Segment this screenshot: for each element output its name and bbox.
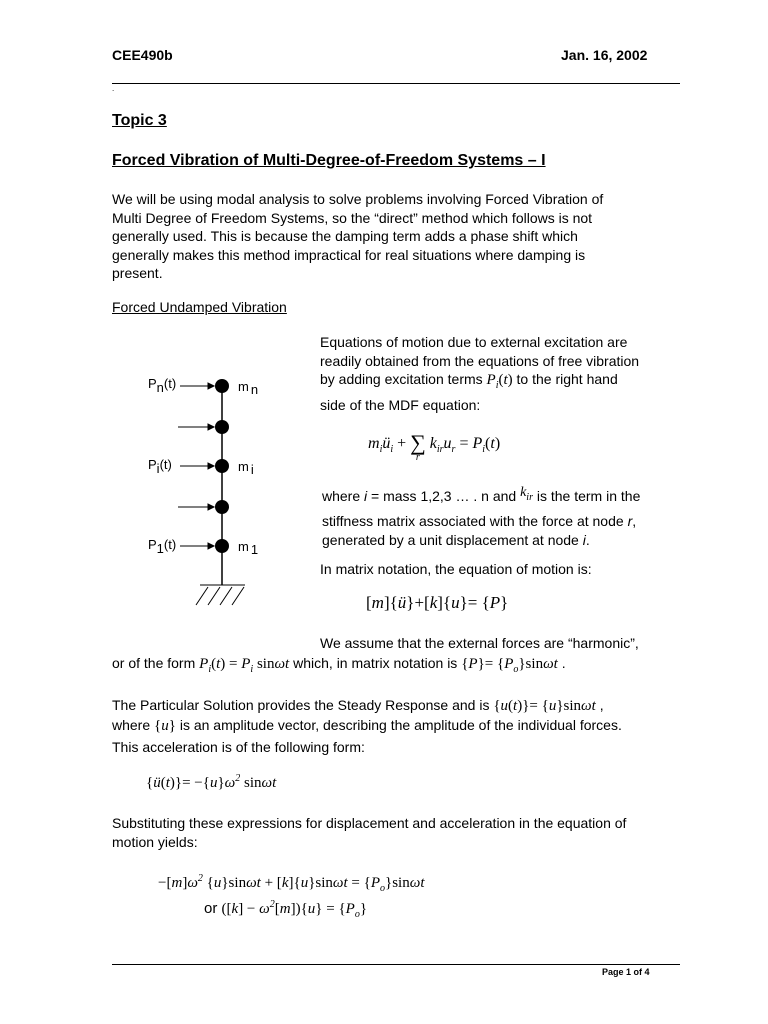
mass-node <box>215 539 229 553</box>
substituted-equation: $-[m]\omega^2$ $\{u\}\sin\omega t + [k]\{u\}\sin\omega t = \{P_o\}\sin\omega t$ <box>158 873 425 894</box>
particular-line-3: This acceleration is of the following form: <box>112 739 365 755</box>
topic-heading: Topic 3 <box>112 112 167 129</box>
where-line: where i = mass 1,2,3 … . n and $k_{ir}$ is the term in the <box>322 485 641 504</box>
page-number: Page 1 of 4 <box>602 967 650 977</box>
force-label-mid: Pi(t) <box>148 457 172 476</box>
header-rule <box>112 83 680 84</box>
course-code: CEE490b <box>112 47 173 63</box>
frequency-equation: $([k] - \omega^2[m])\{u\} = \{P_o\}$ <box>221 899 368 920</box>
harmonic-line-1: We assume that the external forces are “harmonic”, <box>320 635 639 651</box>
arrowhead-icon <box>208 383 214 389</box>
eom-line: Equations of motion due to external excitation are <box>320 334 628 350</box>
header-dot: . <box>112 84 115 93</box>
mass-node <box>215 420 229 434</box>
eom-line: by adding excitation terms $P_i(t)$ to the right hand <box>320 371 618 391</box>
intro-paragraph <box>112 190 682 283</box>
harmonic-line-2: or of the form $P_i(t) = P_i$ sinωt which, in matrix notation is $\{P\}= \{P_o\}\sin\omega t$ . <box>112 655 566 675</box>
particular-line-2: where {u} is an amplitude vector, describing the amplitude of the individual forces. <box>112 717 622 734</box>
ground-hatch <box>196 587 244 605</box>
equation-of-motion: $m_iü_i + \sum_rk_{ir}u_r = P_i(t)$ <box>368 430 501 464</box>
substituting-paragraph <box>112 814 692 851</box>
page-title: Forced Vibration of Multi-Degree-of-Freedom Systems – I <box>112 152 546 169</box>
eom-paragraph <box>320 333 680 414</box>
mass-node <box>215 500 229 514</box>
eom-line: side of the MDF equation: <box>320 396 481 413</box>
where-line: stiffness matrix associated with the force at node r, <box>322 513 637 530</box>
force-label-bottom: P1(t) <box>148 537 177 556</box>
mass-node <box>215 459 229 473</box>
harmonic-form: $P_i(t) = P_i$ sinωt <box>199 656 290 675</box>
force-label-top: Pn(t) <box>148 376 177 395</box>
section-heading: Forced Undamped Vibration <box>112 299 287 315</box>
kir-symbol: $k_{ir}$ <box>520 485 533 503</box>
amplitude-vector: {u} <box>154 718 176 734</box>
where-paragraph <box>322 487 682 549</box>
acceleration-equation: {ü(t)}= $-\{u\}\omega^2$ sinωt <box>146 773 277 791</box>
mass-label-top: m n <box>238 379 259 397</box>
or-equation: or $([k] - \omega^2[m])\{u\} = \{P_o\}$ <box>204 899 368 920</box>
steady-response: {u(t)}= {u}sinωt <box>493 698 596 714</box>
particular-line-1: The Particular Solution provides the Steady Response and is {u(t)}= {u}sinωt , <box>112 697 604 714</box>
mass-node <box>215 379 229 393</box>
arrowhead-icon <box>208 543 214 549</box>
intro-line: present. <box>112 265 163 281</box>
intro-line: generally used. This is because the damping term adds a phase shift which <box>112 228 578 244</box>
matrix-notation-text: In matrix notation, the equation of motion is: <box>320 561 592 577</box>
intro-line: Multi Degree of Freedom Systems, so the “direct” method which follows is not <box>112 209 593 226</box>
pi-t-symbol: $P_i(t)$ <box>486 372 513 391</box>
mdof-diagram <box>130 360 300 610</box>
arrowhead-icon <box>208 504 214 510</box>
header-date: Jan. 16, 2002 <box>561 47 648 63</box>
intro-line: We will be using modal analysis to solve problems involving Forced Vibration of <box>112 191 604 207</box>
substituting-line: motion yields: <box>112 833 198 850</box>
arrowhead-icon <box>208 463 214 469</box>
eom-line: readily obtained from the equations of free vibration <box>320 352 640 369</box>
arrowhead-icon <box>208 424 214 430</box>
intro-line: generally makes this method impractical for real situations where damping is <box>112 246 586 263</box>
harmonic-matrix: $\{P\}= \{P_o\}\sin\omega t$ <box>461 656 558 675</box>
mass-label-bottom: m 1 <box>238 539 259 557</box>
where-line: generated by a unit displacement at node i. <box>322 531 590 548</box>
footer-rule <box>112 964 680 965</box>
substituting-line: Substituting these expressions for displacement and acceleration in the equation of <box>112 815 627 831</box>
matrix-equation: [m]{ü}+[k]{u}= {P} <box>366 593 509 612</box>
mass-label-mid: m i <box>238 459 254 477</box>
